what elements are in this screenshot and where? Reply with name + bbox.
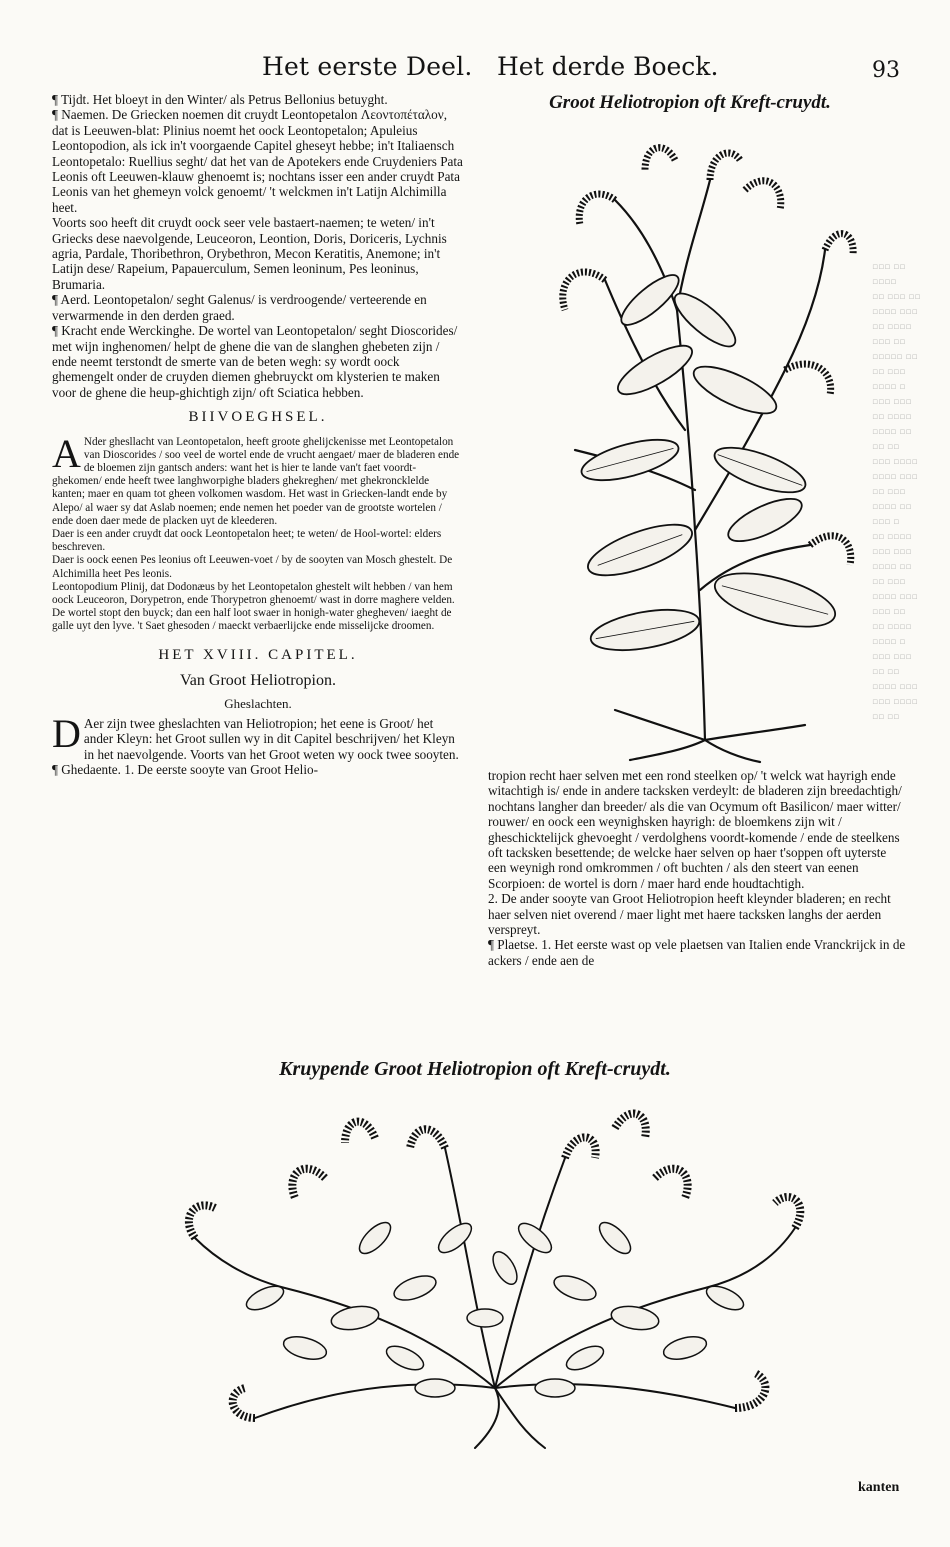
paragraph-kracht: ¶ Kracht ende Werckinghe. De wortel van Leontopetalon/ seght Dioscorides/ met wijn inghenomen/ helpt de ghene die van de slanghen ghebeten zijn / ende neemt terstondt de smerte van de beten wegh: sy wordt oock ghemengelt onder de cruyden diemen ghebruyckt om klysterien te maken voor de ghene die heup-ghichtigh zijn/ oft Sciatica hebben. (52, 323, 458, 400)
figure-caption-bottom: Kruypende Groot Heliotropion oft Kreft-cruydt. (279, 1058, 671, 1080)
paragraph-naemen: ¶ Naemen. De Griecken noemen dit cruydt Leontopetalon Λεοντοπέταλον, dat is Leeuwen-blat: Plinius noemt het oock Leontopetalon; Apuleius Leontopodion, als ick in't voorgaende Capitel gheseyt hebbe; in't Italiaensch Leontopetalo: Ruellius seght/ dat het van de Apotekers ende Cruydeniers Pata Leonis oft Leeuwen-klauw ghenoemt is; nochtans isser een ander cruydt Pata Leonis van het ghemeyn volck genoemt/ 't welckmen in't Latijn Alchimilla heet. (52, 107, 463, 215)
chapter-paragraph: ¶ Ghedaente. 1. De eerste sooyte van Groot Helio- (52, 762, 318, 778)
drop-cap-d: D (52, 710, 81, 756)
bijvoegsel-paragraph: Daer is oock eenen Pes leonius oft Leeuwen-voet / by de sooyten van Mosch ghestelt. De Alchimilla heet Pes leonis. (52, 554, 453, 580)
heliotropion-illustration (535, 130, 870, 765)
chapter-heading: HET XVIII. CAPITEL. (158, 646, 358, 663)
bijvoegsel-paragraph: Leontopodium Plinij, dat Dodonæus by het Leontopetalon ghestelt wilt hebben / van hem oock Leuceoron, Dorypetron, ende Thorypetron ghenoemt/ wast in dorre maghere velden. De wortel stopt den buyck; dan een half loot swaer in honigh-water ghegheven/ iaeght de galle uyt den lyve. 't Saet ghesoden / maeckt verbaerlijcke ende misselijcke droomen. (52, 580, 455, 633)
paragraph-bastaert-naemen: Voorts soo heeft dit cruydt oock seer vele bastaert-naemen; te weten/ in't Griecks dese naevolgende, Leuceoron, Leontion, Doris, Doriceris, Lychnis agria, Pardale, Thoribethron, Orybethron, Mecon Keratitis, Anemone; in't Latijn dese/ Rapeium, Papauerculum, Semen leoninum, Pes leoninus, Brumaria. (52, 215, 447, 292)
right-column (488, 768, 906, 968)
section-gheslachten: Gheslachten. (224, 696, 292, 712)
paragraph-tijdt: ¶ Tijdt. Het bloeyt in den Winter/ als Petrus Bellonius betuyght. (52, 92, 388, 107)
creeping-heliotropion-illustration (175, 1088, 815, 1458)
page-number: 93 (872, 58, 900, 83)
bijvoegsel-paragraph: Daer is een ander cruydt dat oock Leontopetalon heet; te weten/ de Hool-wortel: elders beschreven. (52, 527, 442, 554)
show-through-texture: ▫▫▫ ▫▫ ▫▫▫▫ ▫▫ ▫▫▫ ▫▫ ▫▫▫▫ ▫▫▫ ▫▫ ▫▫▫▫ ▫▫▫ ▫▫ ▫▫▫▫▫ ▫▫ ▫▫ ▫▫▫ ▫▫▫▫ ▫ ▫▫▫ ▫▫▫ ▫▫ ▫▫▫▫ ▫▫▫▫ ▫▫ ▫▫ ▫▫ ▫▫▫ ▫▫▫▫ ▫▫▫▫ ▫▫▫ ▫▫ ▫▫▫ ▫▫▫▫ ▫▫ ▫▫▫ ▫ ▫▫ ▫▫▫▫ ▫▫▫ ▫▫▫ ▫▫▫▫ ▫▫ ▫▫ ▫▫▫ ▫▫▫▫ ▫▫▫ ▫▫▫ ▫▫ ▫▫ ▫▫▫▫ ▫▫▫▫ ▫ ▫▫▫ ▫▫▫ ▫▫ ▫▫ ▫▫▫▫ ▫▫▫ ▫▫▫ ▫▫▫▫ ▫▫ ▫▫ (872, 262, 921, 720)
chapter-paragraph: D Aer zijn twee gheslachten van Heliotropion; het eene is Groot/ het ander Kleyn: het Groot sullen wy in dit Capitel beschrijven/ het Kleyn in het naevolgende. Voorts van het Groot weten wy oock twee sooyten. (52, 710, 459, 762)
paragraph-second-kind: 2. De ander sooyte van Groot Heliotropion heeft kleynder bladeren; en recht haer selven niet overend / maer light met haere tacksken langhs der aerden verspreyt. (488, 891, 891, 938)
drop-cap-a: A (52, 430, 81, 476)
bijvoegsel-paragraph: A Nder ghesllacht van Leontopetalon, heeft groote ghelijckenisse met Leontopetalon van Dioscorides / soo veel de wortel ende de vrucht aengaet/ maer de bladeren ende de bloemen zijn gantsch anders: want het is hier te lande van't faet voordt-ghekomen/ ende heeft twee langhworpighe bladers ghekreghen/ met ghekroncklelde kanten; maer en quam tot gheen volkomen wasdom. Het wast in Griecken-landt ende by Alepo/ al waer sy dat Aslab noemen; ende nemen het poeder van de grootste wortelen / ende doen daer mede de placken uyt de kleederen. (52, 430, 460, 527)
bijvoegsel-heading: BIIVOEGHSEL. (188, 409, 328, 426)
paragraph-aerd: ¶ Aerd. Leontopetalon/ seght Galenus/ is verdroogende/ verteerende en verwarmende in den derden graed. (52, 292, 427, 323)
running-head-right: Het derde Boeck. (497, 52, 719, 81)
catchword: kanten (858, 1480, 900, 1495)
chapter-title: Van Groot Heliotropion. (180, 671, 336, 689)
paragraph-ghedaente-cont: tropion recht haer selven met een rond steelken op/ 't welck wat hayrigh ende witachtigh is/ ende in andere tacksken verdeylt: de bladeren zijn breedachtigh/ nochtans langher dan breeder/ als die van Ocymum oft Basilicon/ maer witter/ rouwer/ en oock een weynighsken hayrigh: de bloemkens zijn wit / gheschicktelijck ghevoeght / verdolghens voordt-komende / ende de steelkens oft tacksken besettende; de welcke haer selven op haer t'soppen oft uyterste een weynigh rond omkrommen / oft buchten / als den steert van eenen Scorpioen: de wortel is dorn / maer hard ende houdtachtigh. (488, 768, 902, 891)
left-column (52, 92, 464, 777)
bijvoegsel-body (52, 430, 464, 634)
paragraph-plaetse: ¶ Plaetse. 1. Het eerste wast op vele plaetsen van Italien ende Vranckrijck in de ackers / ende aen de (488, 937, 906, 968)
figure-caption-top: Groot Heliotropion oft Kreft-cruydt. (549, 92, 831, 113)
running-head-left: Het eerste Deel. (262, 52, 473, 81)
